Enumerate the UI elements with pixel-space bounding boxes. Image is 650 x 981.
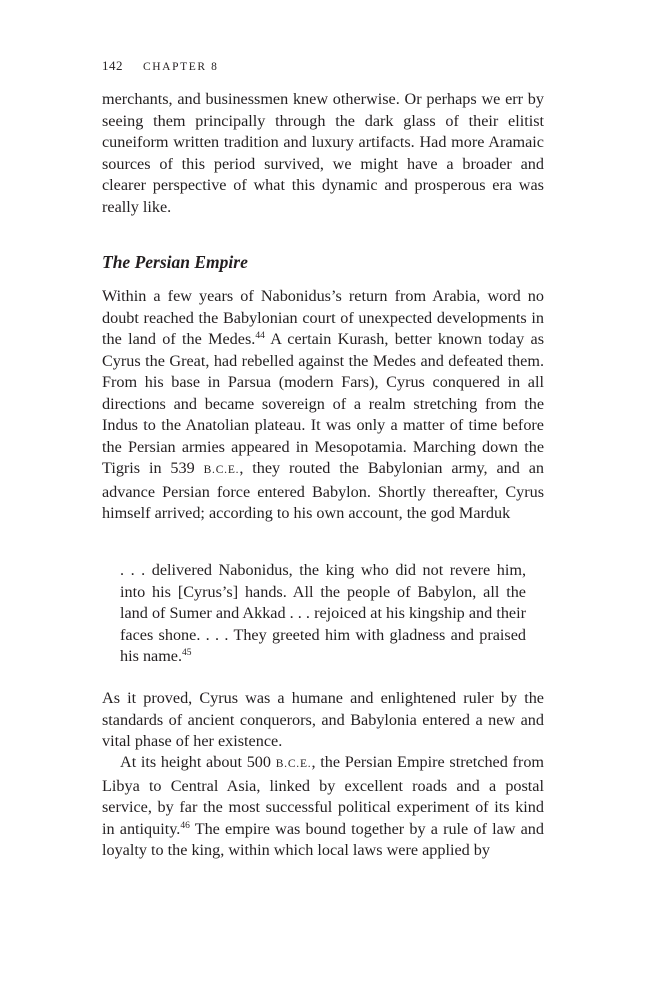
paragraph-persian-empire-intro	[102, 286, 544, 525]
quote-text: . . . delivered Nabonidus, the king who did not revere him, into his [Cyrus’s] hands. All the people of Babylon, all the land of Sumer and Akkad . . . rejoiced at his kingship and their faces shone. . . . They greeted him with gladness and praised his name.	[120, 561, 526, 665]
text-run: At its height about 500	[120, 753, 276, 771]
text-run: The empire was bound together by a rule of law and loyalty to the king, within which local laws were applied by	[102, 819, 544, 859]
text-run: , the Persian Empire stretched from Libya to Central Asia, linked by excellent roads and a postal service, by far the most successful political experiment of its kind in antiquity.	[102, 753, 544, 838]
paragraph-continuation: merchants, and businessmen knew otherwise. Or perhaps we err by seeing them principally through the dark glass of their elitist cuneiform written tradition and luxury artifacts. Had more Aramaic sources of this period survived, we might have a broader and clearer perspective of what this dynamic and prosperous era was really like.	[102, 90, 544, 216]
footnote-ref-45: 45	[182, 648, 192, 658]
era-abbreviation: B.C.E.	[203, 464, 240, 476]
section-heading: The Persian Empire	[102, 252, 248, 272]
text-run: Within a few years of Nabonidus’s return from Arabia, word no doubt reached the Babylonian court of unexpected developments in the land of the Medes.	[102, 287, 544, 348]
page-number: 142	[102, 58, 123, 73]
text-run: A certain Kurash, better known today as Cyrus the Great, had rebelled against the Medes and defeated them. From his base in Parsua (modern Fars), Cyrus conquered in all directions and became sovereign of a realm stretching from the Indus to the Anatolian plateau. It was only a matter of time before the Persian armies appeared in Mesopotamia. Marching down the Tigris in 539	[102, 330, 544, 477]
era-abbreviation: B.C.E.	[275, 758, 312, 770]
footnote-ref-46: 46	[180, 820, 190, 831]
running-head	[102, 58, 218, 74]
block-quote	[120, 560, 526, 668]
chapter-label: CHAPTER 8	[143, 61, 219, 73]
paragraph-cyrus-ruler: As it proved, Cyrus was a humane and enlightened ruler by the standards of ancient conquerors, and Babylonia entered a new and vital phase of her existence.	[102, 689, 544, 750]
footnote-ref-44: 44	[255, 331, 265, 341]
paragraph-empire-height	[102, 752, 544, 862]
text-run: , they routed the Babylonian army, and an advance Persian force entered Babylon. Shortly thereafter, Cyrus himself arrived; according to his own account, the god Marduk	[102, 459, 544, 522]
